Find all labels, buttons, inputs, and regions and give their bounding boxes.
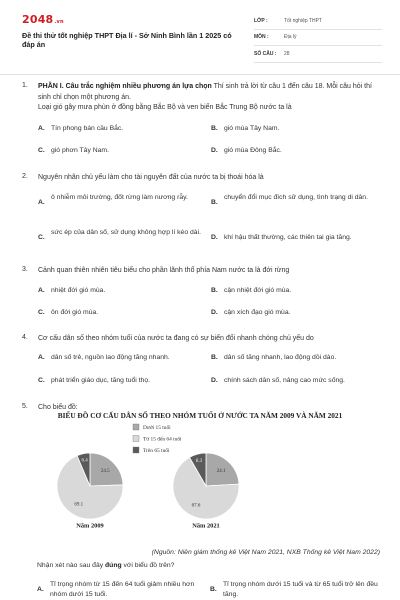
meta-row-subject xyxy=(254,30,382,47)
option-text: cận xích đạo gió mùa. xyxy=(224,309,291,316)
option-c[interactable] xyxy=(38,308,208,318)
question-number: 5. xyxy=(22,403,28,410)
option-letter: D. xyxy=(211,309,218,316)
option-letter: C. xyxy=(38,234,45,241)
part-instructions: Thí sinh trả lời từ câu 1 đến câu 18. Mỗi câu hỏi thí sinh chỉ chọn một phương án. xyxy=(38,83,372,101)
meta-label: LỚP : xyxy=(254,17,268,24)
legend-label: Dưới 15 tuổi xyxy=(143,425,171,432)
option-c[interactable] xyxy=(38,376,208,386)
slice-value-label: 69.1 xyxy=(74,502,84,508)
question-5-prompt xyxy=(37,562,174,569)
question-number: 2. xyxy=(22,173,28,180)
option-d[interactable] xyxy=(211,146,380,156)
logo-suffix: .vn xyxy=(54,19,64,25)
option-text: Tỉ trọng nhóm từ 15 đến 64 tuổi giảm nhiều hơn nhóm dưới 15 tuổi. xyxy=(50,581,195,598)
option-d[interactable] xyxy=(211,376,380,386)
legend-swatch xyxy=(133,436,139,442)
question-4 xyxy=(22,334,380,390)
slice-value-label: 67.6 xyxy=(191,503,201,509)
option-d[interactable] xyxy=(211,233,380,243)
slice-value-label: 8.3 xyxy=(195,458,203,464)
header-divider xyxy=(0,74,400,75)
option-letter: A. xyxy=(38,287,45,294)
option-a[interactable] xyxy=(38,193,208,213)
option-text: gió mùa Tây Nam. xyxy=(224,125,280,132)
option-b[interactable] xyxy=(211,286,380,296)
question-2 xyxy=(22,173,380,249)
option-text: gió mùa Đông Bắc. xyxy=(224,147,282,154)
meta-value: 28 xyxy=(284,50,290,57)
option-letter: C. xyxy=(38,309,45,316)
question-3 xyxy=(22,266,380,322)
option-letter: D. xyxy=(211,234,218,241)
option-text: phát triển giáo dục, tăng tuổi thọ. xyxy=(51,377,151,384)
site-logo[interactable]: 2048.vn xyxy=(22,13,64,26)
exam-title: Đề thi thử tốt nghiệp THPT Địa lí - Sở Ninh Bình lần 1 2025 có đáp án xyxy=(22,31,232,49)
legend-label: Trên 65 tuổi xyxy=(143,448,170,455)
question-1 xyxy=(22,82,380,160)
option-text: sức ép của dân số, sử dụng không hợp lí kéo dài. xyxy=(51,229,201,236)
question-number: 1. xyxy=(22,82,28,89)
option-letter: B. xyxy=(211,354,218,361)
option-letter: C. xyxy=(38,377,45,384)
option-c[interactable] xyxy=(38,146,208,156)
meta-value: Địa lý xyxy=(284,34,297,41)
prompt-text: với biểu đồ trên? xyxy=(121,562,175,569)
part-heading: PHẦN I. Câu trắc nghiệm nhiều phương án lựa chọn xyxy=(38,83,212,90)
legend-swatch xyxy=(133,447,139,453)
option-letter: B. xyxy=(210,586,217,593)
option-text: dân số tăng nhanh, lao động dồi dào. xyxy=(224,354,337,361)
legend-label: Từ 15 đến 64 tuổi xyxy=(143,436,182,443)
option-text: ôn đới gió mùa. xyxy=(51,309,99,316)
chart-source: (Nguồn: Niên giám thống kê Việt Nam 2021, NXB Thống kê Việt Nam 2022) xyxy=(151,549,380,556)
option-letter: B. xyxy=(211,199,218,206)
option-letter: D. xyxy=(211,147,218,154)
exam-meta xyxy=(254,13,382,63)
option-d[interactable] xyxy=(211,308,380,318)
question-stem xyxy=(38,82,380,114)
option-letter: A. xyxy=(38,125,45,132)
option-text: khí hậu thất thường, các thiên tai gia tăng. xyxy=(224,234,352,241)
meta-label: MÔN : xyxy=(254,34,269,41)
pie-caption: Năm 2021 xyxy=(192,522,220,529)
option-letter: A. xyxy=(38,354,45,361)
option-letter: A. xyxy=(38,199,45,206)
option-a[interactable] xyxy=(38,353,208,363)
option-a[interactable] xyxy=(38,286,208,296)
question-5-option-b[interactable] xyxy=(210,580,380,600)
option-letter: C. xyxy=(38,147,45,154)
pie-caption: Năm 2009 xyxy=(76,522,104,529)
option-text: cận nhiệt đới gió mùa. xyxy=(224,287,292,294)
option-letter: B. xyxy=(211,125,218,132)
question-text: Cảnh quan thiên nhiên tiêu biểu cho phần lãnh thổ phía Nam nước ta là đới rừng xyxy=(38,267,290,274)
option-b[interactable] xyxy=(211,193,380,213)
option-text: ô nhiễm môi trường, đốt rừng làm nương rẫy. xyxy=(51,194,188,201)
slice-value-label: 6.4 xyxy=(81,458,88,464)
option-letter: B. xyxy=(211,287,218,294)
question-5-option-a[interactable] xyxy=(37,580,207,600)
option-text: nhiệt đới gió mùa. xyxy=(51,287,106,294)
option-text: chính sách dân số, nâng cao mức sống. xyxy=(224,377,345,384)
prompt-emphasis: đúng xyxy=(105,562,122,569)
population-pie-chart xyxy=(40,411,360,529)
question-text: Loại gió gây mưa phùn ở đồng bằng Bắc Bộ và ven biển Bắc Trung Bộ nước ta là xyxy=(38,104,292,111)
prompt-text: Nhận xét nào sau đây xyxy=(37,562,106,569)
question-text: Cho biểu đồ: xyxy=(38,404,78,411)
option-b[interactable] xyxy=(211,124,380,134)
slice-value-label: 24.1 xyxy=(216,469,226,475)
chart-title: BIỂU ĐỒ CƠ CẤU DÂN SỐ THEO NHÓM TUỔI Ở NƯỚC TA NĂM 2009 VÀ NĂM 2021 xyxy=(57,411,343,420)
question-number: 4. xyxy=(22,334,28,341)
option-text: dân số trẻ, nguồn lao động tăng nhanh. xyxy=(51,354,170,361)
chart-pies xyxy=(57,453,239,529)
option-b[interactable] xyxy=(211,353,380,363)
option-c[interactable] xyxy=(38,228,208,248)
question-number: 3. xyxy=(22,266,28,273)
chart-legend xyxy=(133,424,182,454)
meta-label: SỐ CÂU : xyxy=(254,50,277,57)
option-a[interactable] xyxy=(38,124,208,134)
option-letter: D. xyxy=(211,377,218,384)
page-header xyxy=(0,0,400,72)
option-letter: A. xyxy=(37,586,44,593)
option-text: gió phơn Tây Nam. xyxy=(51,147,109,154)
question-text: Cơ cấu dân số theo nhóm tuổi của nước ta đang có sự biến đổi nhanh chóng chủ yếu do xyxy=(38,335,314,342)
question-text: Nguyên nhân chủ yếu làm cho tài nguyên đất của nước ta bị thoái hóa là xyxy=(38,174,264,181)
meta-row-count xyxy=(254,46,382,63)
meta-row-class xyxy=(254,13,382,30)
slice-value-label: 24.5 xyxy=(100,469,110,475)
option-text: Tín phong bán cầu Bắc. xyxy=(51,125,124,132)
meta-value: Tốt nghiệp THPT xyxy=(284,17,322,24)
option-text: Tỉ trọng nhóm dưới 15 tuổi và từ 65 tuổi trở lên đều tăng. xyxy=(223,581,378,598)
option-text: chuyển đổi mục đích sử dụng, tình trạng di dân. xyxy=(224,194,368,201)
legend-swatch xyxy=(133,424,139,430)
